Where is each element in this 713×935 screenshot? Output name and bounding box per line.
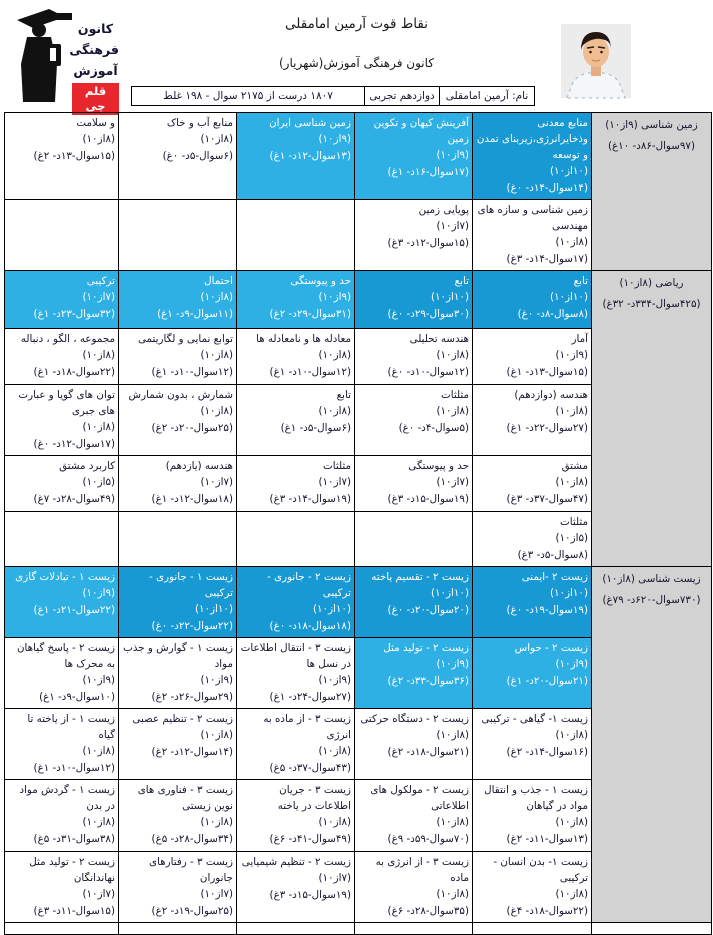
page-title: نقاط قوت آرمین امامقلی [285,16,428,32]
topic-cell: زیست ۲ - دستگاه حرکتی (۸از۱۰) (۲۱سوال-۱۸د- ۲غ) [355,709,473,780]
table-row [5,113,712,200]
topic-cell: زیست ۳ - فناوری های نوین زیستی (۸از۱۰) (۳۴سوال-۲۸د- ۵غ) [119,780,237,852]
topic-cell: مجموعه ، الگو ، دنباله (۸از۱۰) (۲۲سوال-۱۸د- ۱غ) [5,329,119,385]
student-name: نام: آرمین امامقلی [439,86,535,106]
group-cell-biology: زیست شناسی (۸از۱۰) (۷۳۰سوال-۶۲۰د- ۷۹غ) [592,567,712,923]
empty-cell [237,200,355,271]
page-subtitle: کانون فرهنگی آموزش(شهریار) [278,56,435,70]
topic-cell: زیست ۲ - تنظیم عصبی (۸از۱۰) (۱۴سوال-۱۲د- ۲غ) [119,709,237,780]
topic-cell: مثلثات (۷از۱۰) (۱۹سوال-۱۴د- ۳غ) [237,456,355,512]
topic-cell: زیست ۲ -ایمنی (۱۰از۱۰) (۱۹سوال-۱۹د- ۰غ) [473,567,592,638]
topic-cell: زیست ۲ - جانوری - ترکیبی (۱۰از۱۰) (۱۸سوال-۱۸د- ۰غ) [237,567,355,638]
topic-cell: زیست ۲ - حواس (۹از۱۰) (۲۱سوال-۲۰د- ۱غ) [473,638,592,709]
topic-cell: منابع آب و خاک (۸از۱۰) (۶سوال-۵د- ۰غ) [119,113,237,200]
topic-cell: زیست ۱- گیاهی - ترکیبی (۸از۱۰) (۱۶سوال-۱۴د- ۲غ) [473,709,592,780]
topic-cell: تابع (۱۰از۱۰) (۸سوال-۸د- ۰غ) [473,271,592,329]
topic-cell: تابع (۱۰از۱۰) (۳۰سوال-۲۹د- ۰غ) [355,271,473,329]
topic-cell: مثلثات (۸از۱۰) (۵سوال-۴د- ۰غ) [355,385,473,456]
group-cell-math: ریاضی (۸از۱۰) (۴۲۵سوال-۳۳۴د- ۳۲غ) [592,271,712,567]
empty-cell [119,923,237,935]
topic-cell: توان های گویا و عبارت های جبری (۸از۱۰) (۱۷سوال-۱۲د- ۰غ) [5,385,119,456]
empty-cell [5,512,119,567]
topic-cell: توابع نمایی و لگاریتمی (۸از۱۰) (۱۲سوال-۱۰د- ۱غ) [119,329,237,385]
topic-cell: زیست ۲ - تولید مثل (۹از۱۰) (۳۶سوال-۳۳د- ۲غ) [355,638,473,709]
empty-cell [5,923,119,935]
total-score-summary: ۱۸۰۷ درست از ۲۱۷۵ سوال - ۱۹۸ غلط [131,86,364,106]
topic-cell: زیست ۱ - گردش مواد در بدن (۸از۱۰) (۳۸سوال-۳۱د- ۵غ) [5,780,119,852]
empty-cell [473,923,592,935]
empty-cell [119,512,237,567]
topic-cell: زیست ۳ - از انرژی به ماده (۸از۱۰) (۳۵سوال-۲۸د- ۶غ) [355,852,473,923]
student-grade: دوازدهم تجربی [364,86,439,106]
topic-cell: مثلثات (۵از۱۰) (۸سوال-۵د- ۳غ) [473,512,592,567]
logo-word-kanoon: کانون [77,21,114,36]
topic-cell: پویایی زمین (۷از۱۰) (۱۵سوال-۱۲د- ۳غ) [355,200,473,271]
empty-cell [237,923,355,935]
student-photo [561,24,631,98]
strengths-table [4,112,712,935]
topic-cell: منابع معدنی وذخایرانرژی،زیربنای تمدن و توسعه (۱۰از۱۰) (۱۴سوال-۱۴د- ۰غ) [473,113,592,200]
topic-cell: آمار (۹از۱۰) (۱۵سوال-۱۳د- ۱غ) [473,329,592,385]
topic-cell: زیست ۳ - انتقال اطلاعات در نسل ها (۹از۱۰) (۲۷سوال-۲۴د- ۱غ) [237,638,355,709]
topic-cell: زیست ۱ - جانوری - ترکیبی (۱۰از۱۰) (۲۲سوال-۲۲د- ۰غ) [119,567,237,638]
topic-cell: زیست ۱- بدن انسان - ترکیبی (۸از۱۰) (۲۲سوال-۱۸د- ۴غ) [473,852,592,923]
topic-cell: زیست ۲ - تولید مثل نهاندانگان (۷از۱۰) (۱۵سوال-۱۱د- ۳غ) [5,852,119,923]
topic-cell: زیست ۱ - گوارش و جذب مواد (۹از۱۰) (۲۹سوال-۲۶د- ۲غ) [119,638,237,709]
topic-cell: معادله ها و نامعادله ها (۸از۱۰) (۱۲سوال-۱۰د- ۱غ) [237,329,355,385]
topic-cell: زیست ۳ - از ماده به انرژی (۸از۱۰) (۴۳سوال-۳۷د- ۵غ) [237,709,355,780]
student-info-bar [123,86,535,106]
empty-cell [355,512,473,567]
table-row [5,271,712,329]
logo-word-amoozesh: آموزش [73,63,118,78]
group-cell-geology: زمین شناسی (۹از۱۰) (۹۷سوال-۸۶د- ۱۰غ) [592,113,712,271]
empty-cell [237,512,355,567]
topic-cell: و سلامت (۸از۱۰) (۱۵سوال-۱۳د- ۲غ) [5,113,119,200]
topic-cell: کاربرد مشتق (۵از۱۰) (۴۹سوال-۲۸د- ۷غ) [5,456,119,512]
topic-cell: زیست ۲ - پاسخ گیاهان به محرک ها (۹از۱۰) (۱۰سوال-۹د- ۱غ) [5,638,119,709]
empty-cell [5,200,119,271]
topic-cell: زیست ۳ - جریان اطلاعات در یاخته (۸از۱۰) (۴۹سوال-۴۱د- ۶غ) [237,780,355,852]
topic-cell: زیست ۲ - تقسیم یاخته (۱۰از۱۰) (۲۰سوال-۲۰د- ۰غ) [355,567,473,638]
topic-cell: هندسه تحلیلی (۸از۱۰) (۱۲سوال-۱۰د- ۰غ) [355,329,473,385]
topic-cell: احتمال (۸از۱۰) (۱۱سوال-۹د- ۱غ) [119,271,237,329]
topic-cell: ترکیبی (۷از۱۰) (۳۲سوال-۲۳د- ۱غ) [5,271,119,329]
topic-cell: زیست ۲ - تنظیم شیمیایی (۷از۱۰) (۱۹سوال-۱۵د- ۳غ) [237,852,355,923]
empty-cell [355,923,473,935]
topic-cell: زیست ۱ - از یاخته تا گیاه (۸از۱۰) (۱۲سوال-۱۰د- ۱غ) [5,709,119,780]
topic-cell: زیست ۳ - رفتارهای جانوران (۷از۱۰) (۲۵سوال-۱۹د- ۲غ) [119,852,237,923]
topic-cell: زمین شناسی و سازه های مهندسی (۸از۱۰) (۱۷سوال-۱۴د- ۳غ) [473,200,592,271]
topic-cell: زمین شناسی ایران (۹از۱۰) (۱۳سوال-۱۲د- ۱غ) [237,113,355,200]
logo-brand-ghalamchi: قلم چی [72,83,119,115]
topic-cell: تابع (۸از۱۰) (۶سوال-۵د- ۱غ) [237,385,355,456]
topic-cell: آفرینش کیهان و تکوین زمین (۹از۱۰) (۱۷سوال-۱۶د- ۱غ) [355,113,473,200]
empty-cell [119,200,237,271]
table-row-clipped [5,923,712,935]
topic-cell: شمارش ، بدون شمارش (۸از۱۰) (۲۵سوال-۲۰د- ۲غ) [119,385,237,456]
table-row [5,567,712,638]
topic-cell: مشتق (۸از۱۰) (۴۷سوال-۳۷د- ۳غ) [473,456,592,512]
topic-cell: زیست ۱ - تبادلات گازی (۹از۱۰) (۲۲سوال-۲۱د- ۱غ) [5,567,119,638]
topic-cell: حد و پیوستگی (۹از۱۰) (۳۱سوال-۲۹د- ۲غ) [237,271,355,329]
topic-cell: زیست ۲ - مولکول های اطلاعاتی (۸از۱۰) (۷۰سوال-۵۹د- ۹غ) [355,780,473,852]
topic-cell: زیست ۱ - جذب و انتقال مواد در گیاهان (۸از۱۰) (۱۳سوال-۱۱د- ۲غ) [473,780,592,852]
topic-cell: هندسه (یازدهم) (۷از۱۰) (۱۸سوال-۱۲د- ۱غ) [119,456,237,512]
empty-cell [592,923,712,935]
topic-cell: حد و پیوستگی (۷از۱۰) (۱۹سوال-۱۵د- ۳غ) [355,456,473,512]
topic-cell: هندسه (دوازدهم) (۸از۱۰) (۲۷سوال-۲۲د- ۱غ) [473,385,592,456]
logo-word-farhangi: فرهنگی [69,42,119,57]
